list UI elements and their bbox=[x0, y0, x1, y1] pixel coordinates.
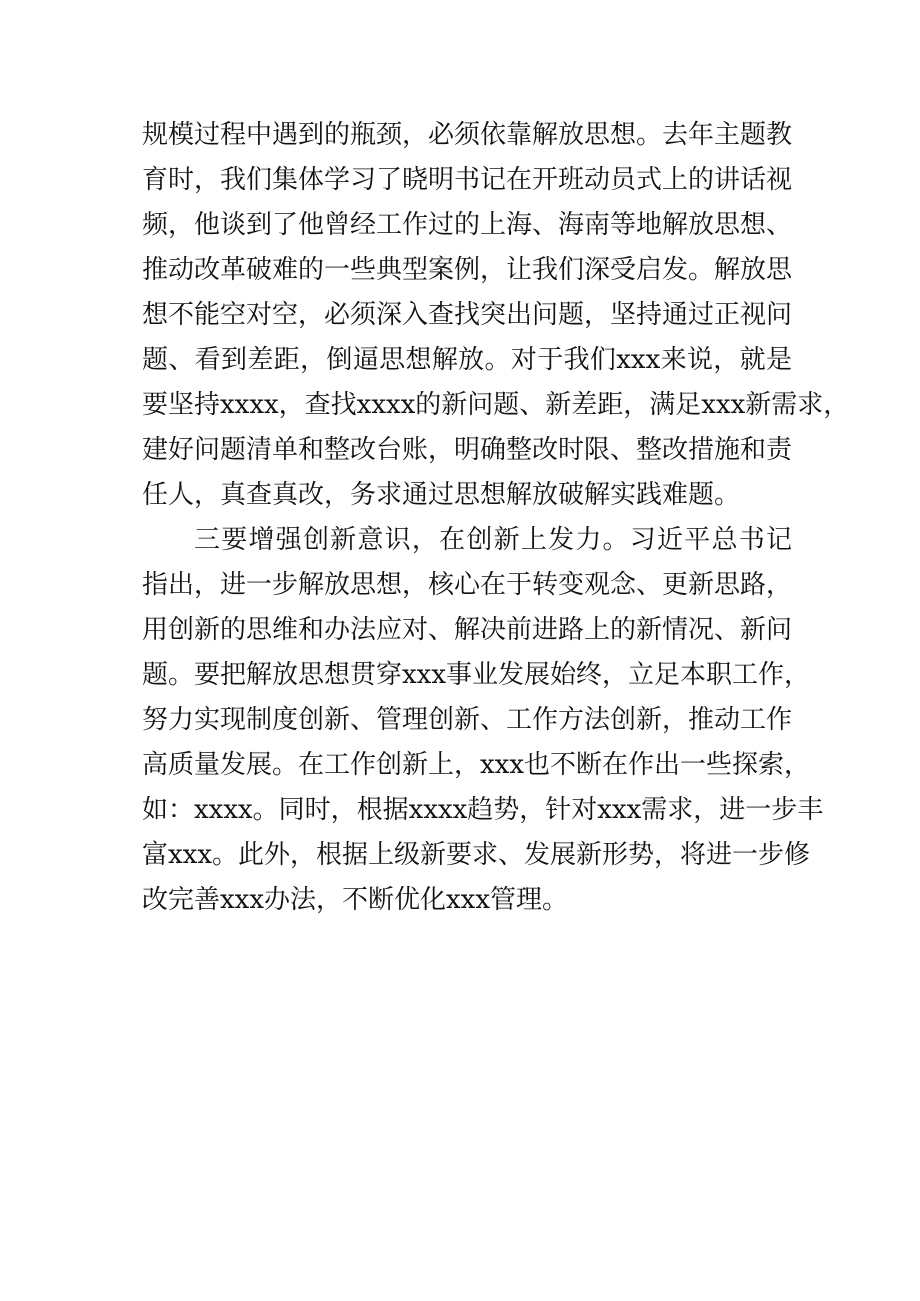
paragraph-line: 建好问题清单和整改台账，明确整改时限、整改措施和责 bbox=[142, 435, 793, 465]
paragraph-line: 高质量发展。在工作创新上，xxx也不断在作出一些探索， bbox=[142, 750, 810, 780]
paragraph-line: 频，他谈到了他曾经工作过的上海、海南等地解放思想、 bbox=[142, 210, 793, 240]
paragraph-line: 改完善xxx办法，不断优化xxx管理。 bbox=[142, 885, 568, 915]
paragraph-line: 题。要把解放思想贯穿xxx事业发展始终，立足本职工作， bbox=[142, 660, 810, 690]
paragraph-line: 三要增强创新意识，在创新上发力。习近平总书记 bbox=[194, 525, 792, 555]
paragraph-line: 任人，真查真改，务求通过思想解放破解实践难题。 bbox=[142, 480, 741, 510]
paragraph-line: 要坚持xxxx，查找xxxx的新问题、新差距，满足xxx新需求， bbox=[142, 390, 850, 420]
paragraph-line: 努力实现制度创新、管理创新、工作方法创新，推动工作 bbox=[142, 705, 793, 735]
paragraph-line: 推动改革破难的一些典型案例，让我们深受启发。解放思 bbox=[142, 255, 793, 285]
paragraph-line: 规模过程中遇到的瓶颈，必须依靠解放思想。去年主题教 bbox=[142, 120, 793, 150]
paragraph-line: 用创新的思维和办法应对、解决前进路上的新情况、新问 bbox=[142, 615, 793, 645]
paragraph-line: 如：xxxx。同时，根据xxxx趋势，针对xxx需求，进一步丰 bbox=[142, 795, 824, 825]
paragraph-line: 富xxx。此外，根据上级新要求、发展新形势，将进一步修 bbox=[142, 840, 810, 870]
paragraph-2 bbox=[142, 525, 824, 915]
paragraph-line: 题、看到差距，倒逼思想解放。对于我们xxx来说，就是 bbox=[142, 345, 792, 375]
paragraph-line: 指出，进一步解放思想，核心在于转变观念、更新思路， bbox=[142, 570, 793, 600]
paragraph-line: 想不能空对空，必须深入查找突出问题，坚持通过正视问 bbox=[142, 300, 793, 330]
paragraph-1 bbox=[142, 120, 850, 510]
document-body bbox=[142, 120, 850, 932]
paragraph-line: 育时，我们集体学习了晓明书记在开班动员式上的讲话视 bbox=[142, 165, 793, 195]
